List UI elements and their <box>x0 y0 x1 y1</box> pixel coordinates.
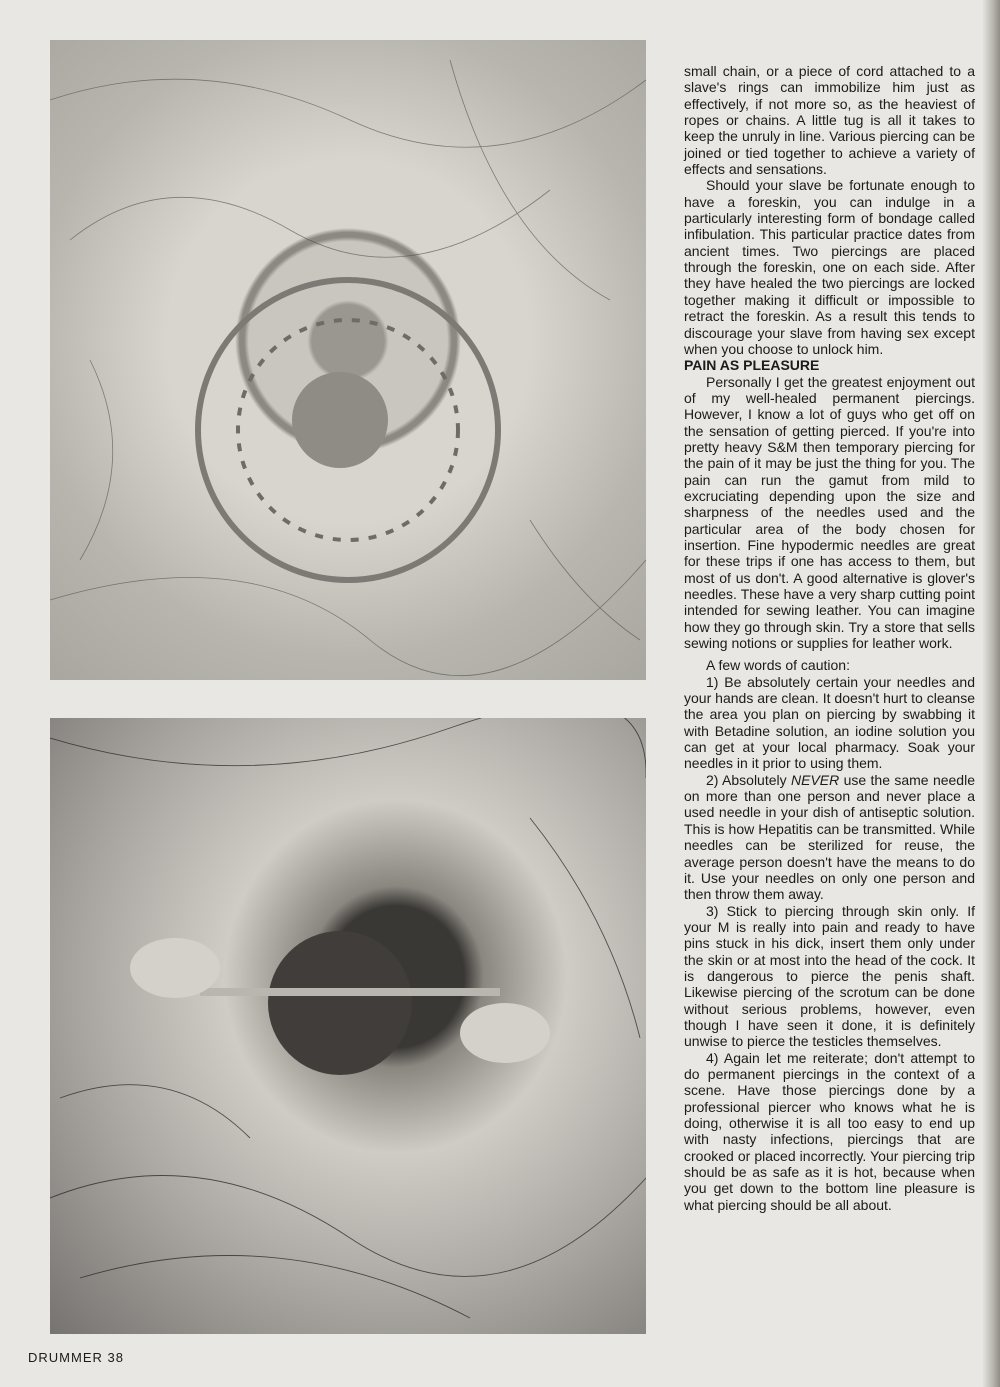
photo-bottom <box>50 718 646 1334</box>
text: use the same needle on more than one person and never place a used needle in your dish of antiseptic solution. This is how Hepatitis can be transmitted. While needles can be sterilized for reuse, the average person doesn't have the means to do it. Use your needles on only one person and then throw them away. <box>684 771 975 903</box>
text: 2) Absolutely <box>706 771 791 788</box>
section-heading: PAIN AS PLEASURE <box>684 357 820 374</box>
emphasis: NEVER <box>791 771 840 788</box>
binding-edge <box>982 0 1000 1387</box>
paragraph: 3) Stick to piercing through skin only. If your M is really into pain and ready to have pins stuck in his dick, insert them only under the skin or at most into the head of the cock. It is dangerous to pierce the penis shaft. Likewise piercing of the scrotum can be done without serious problems, however, even though I have seen it done, it is definitely unwise to pierce the testicles themselves. <box>684 902 975 1050</box>
paragraph: 4) Again let me reiterate; don't attempt to do permanent piercings in the context of a scene. Have those piercings done by a professional piercer who knows what he is doing, otherwise it is all too easy to end up with nasty infections, piercings that are crooked or placed incorrectly. Your piercing trip should be as safe as it is hot, because when you get down to the bottom line pleasure is what piercing should be all about. <box>684 1049 975 1213</box>
photo-top <box>50 40 646 680</box>
photo-top-texture <box>50 40 646 680</box>
photo-bottom-texture <box>50 718 646 1334</box>
paragraph: Should your slave be fortunate enough to have a foreskin, you can indulge in a particularly interesting form of bondage called infibulation. This particular practice dates from ancient times. Two piercings are placed through the foreskin, one on each side. After they have healed the two piercings are locked together making it difficult or impossible to retract the foreskin. As a result this tends to discourage your slave from having sex except when you choose to unlock him. <box>684 177 975 357</box>
paragraph: A few words of caution: <box>706 657 850 674</box>
paragraph <box>684 772 975 903</box>
paragraph: Personally I get the greatest enjoyment out of my well-healed permanent piercings. However, I know a lot of guys who get off on the sensation of getting pierced. If you're into pretty heavy S&M then temporary piercing for the pain of it may be just the thing for you. The pain can run the gamut from mild to excruciating depending upon the size and sharpness of the needles used and the particular area of the body chosen for insertion. Fine hypodermic needles are great for these trips if one has access to them, but most of us don't. A good alternative is glover's needles. These have a very sharp cutting point intended for sewing leather. You can imagine how they go through skin. Try a store that sells sewing notions or supplies for leather work. <box>684 373 975 652</box>
page-folio: DRUMMER 38 <box>28 1350 124 1365</box>
article-column <box>684 63 975 1213</box>
paragraph: small chain, or a piece of cord attached to a slave's rings can immobilize him just as effectively, if not more so, as the heaviest of ropes or chains. A little tug is all it takes to keep the unruly in line. Various piercing can be joined or tied together to achieve a variety of effects and sensations. <box>684 63 975 178</box>
paragraph: 1) Be absolutely certain your needles and your hands are clean. It doesn't hurt to cleanse the area you plan on piercing by swabbing it with Betadine solution, an iodine solution you can get at your local pharmacy. Soak your needles in it prior to using them. <box>684 673 975 772</box>
